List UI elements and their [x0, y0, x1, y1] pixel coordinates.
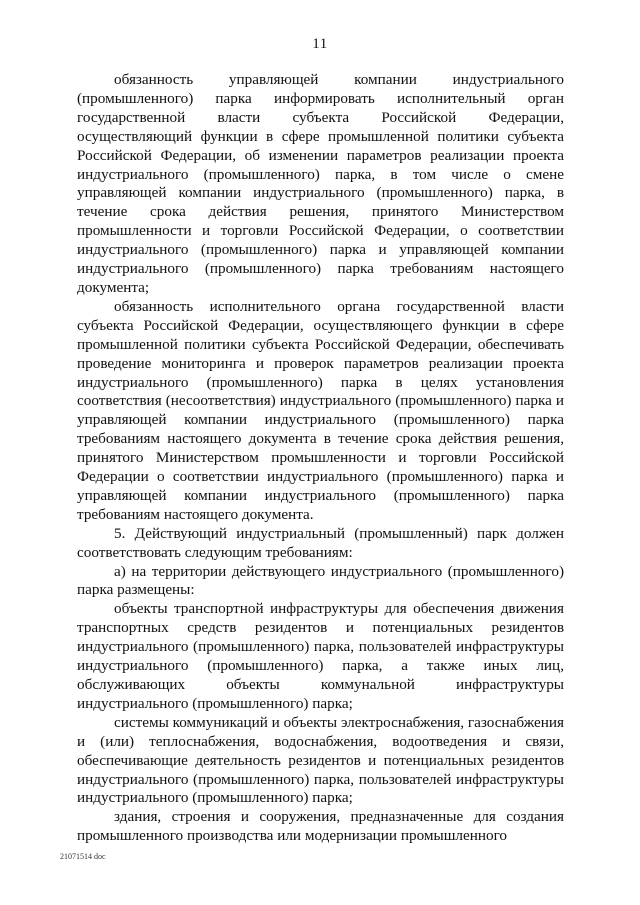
document-body [77, 71, 564, 846]
paragraph-executive-body-obligation: обязанность исполнительного органа государственной власти субъекта Российской Федерации, осуществляющего функции в сфере промышленной политики субъекта Российской Федерации, обеспечивать проведение мониторинга и проверок параметров реализации проекта индустриального (промышленного) парка в целях установления соответствия (несоответствия) индустриального (промышленного) парка и управляющей компании индустриального (промышленного) парка требованиям настоящего документа в течение срока действия решения, принятого Министерством промышленности и торговли Российской Федерации о соответствии индустриального (промышленного) парка и управляющей компании индустриального (промышленного) парка требованиям настоящего документа. [77, 297, 564, 523]
document-file-code: 21071514 doc [60, 852, 106, 861]
paragraph-transport-infrastructure: объекты транспортной инфраструктуры для обеспечения движения транспортных средств резидентов и потенциальных резидентов индустриального (промышленного) парка, пользователей инфраструктуры индустриального (промышленного) парка, а также иных лиц, обслуживающих объекты коммунальной инфраструктуры индустриального (промышленного) парка; [77, 600, 564, 712]
paragraph-management-company-obligation: обязанность управляющей компании индустриального (промышленного) парка информировать исполнительный орган государственной власти субъекта Российской Федерации, осуществляющий функции в сфере промышленной политики субъекта Российской Федерации, об изменении параметров реализации проекта индустриального (промышленного) парка, в том числе о смене управляющей компании индустриального (промышленного) парка, в течение срока действия решения, принятого Министерством промышленности и торговли Российской Федерации, о соответствии индустриального (промышленного) парка и управляющей компании индустриального (промышленного) парка требованиям настоящего документа; [77, 71, 564, 296]
paragraph-subsection-a: а) на территории действующего индустриального (промышленного) парка размещены: [77, 562, 564, 599]
paragraph-buildings: здания, строения и сооружения, предназначенные для создания промышленного производства или модернизации промышленного [77, 808, 564, 845]
paragraph-communication-systems: системы коммуникаций и объекты электроснабжения, газоснабжения и (или) теплоснабжения, водоснабжения, водоотведения и связи, обеспечивающие деятельность резидентов и потенциальных резидентов индустриального (промышленного) парка, пользователей инфраструктуры индустриального (промышленного) парка; [77, 713, 564, 807]
page-number: 11 [312, 36, 328, 52]
paragraph-section-5-heading: 5. Действующий индустриальный (промышленный) парк должен соответствовать следующим требованиям: [77, 524, 564, 561]
